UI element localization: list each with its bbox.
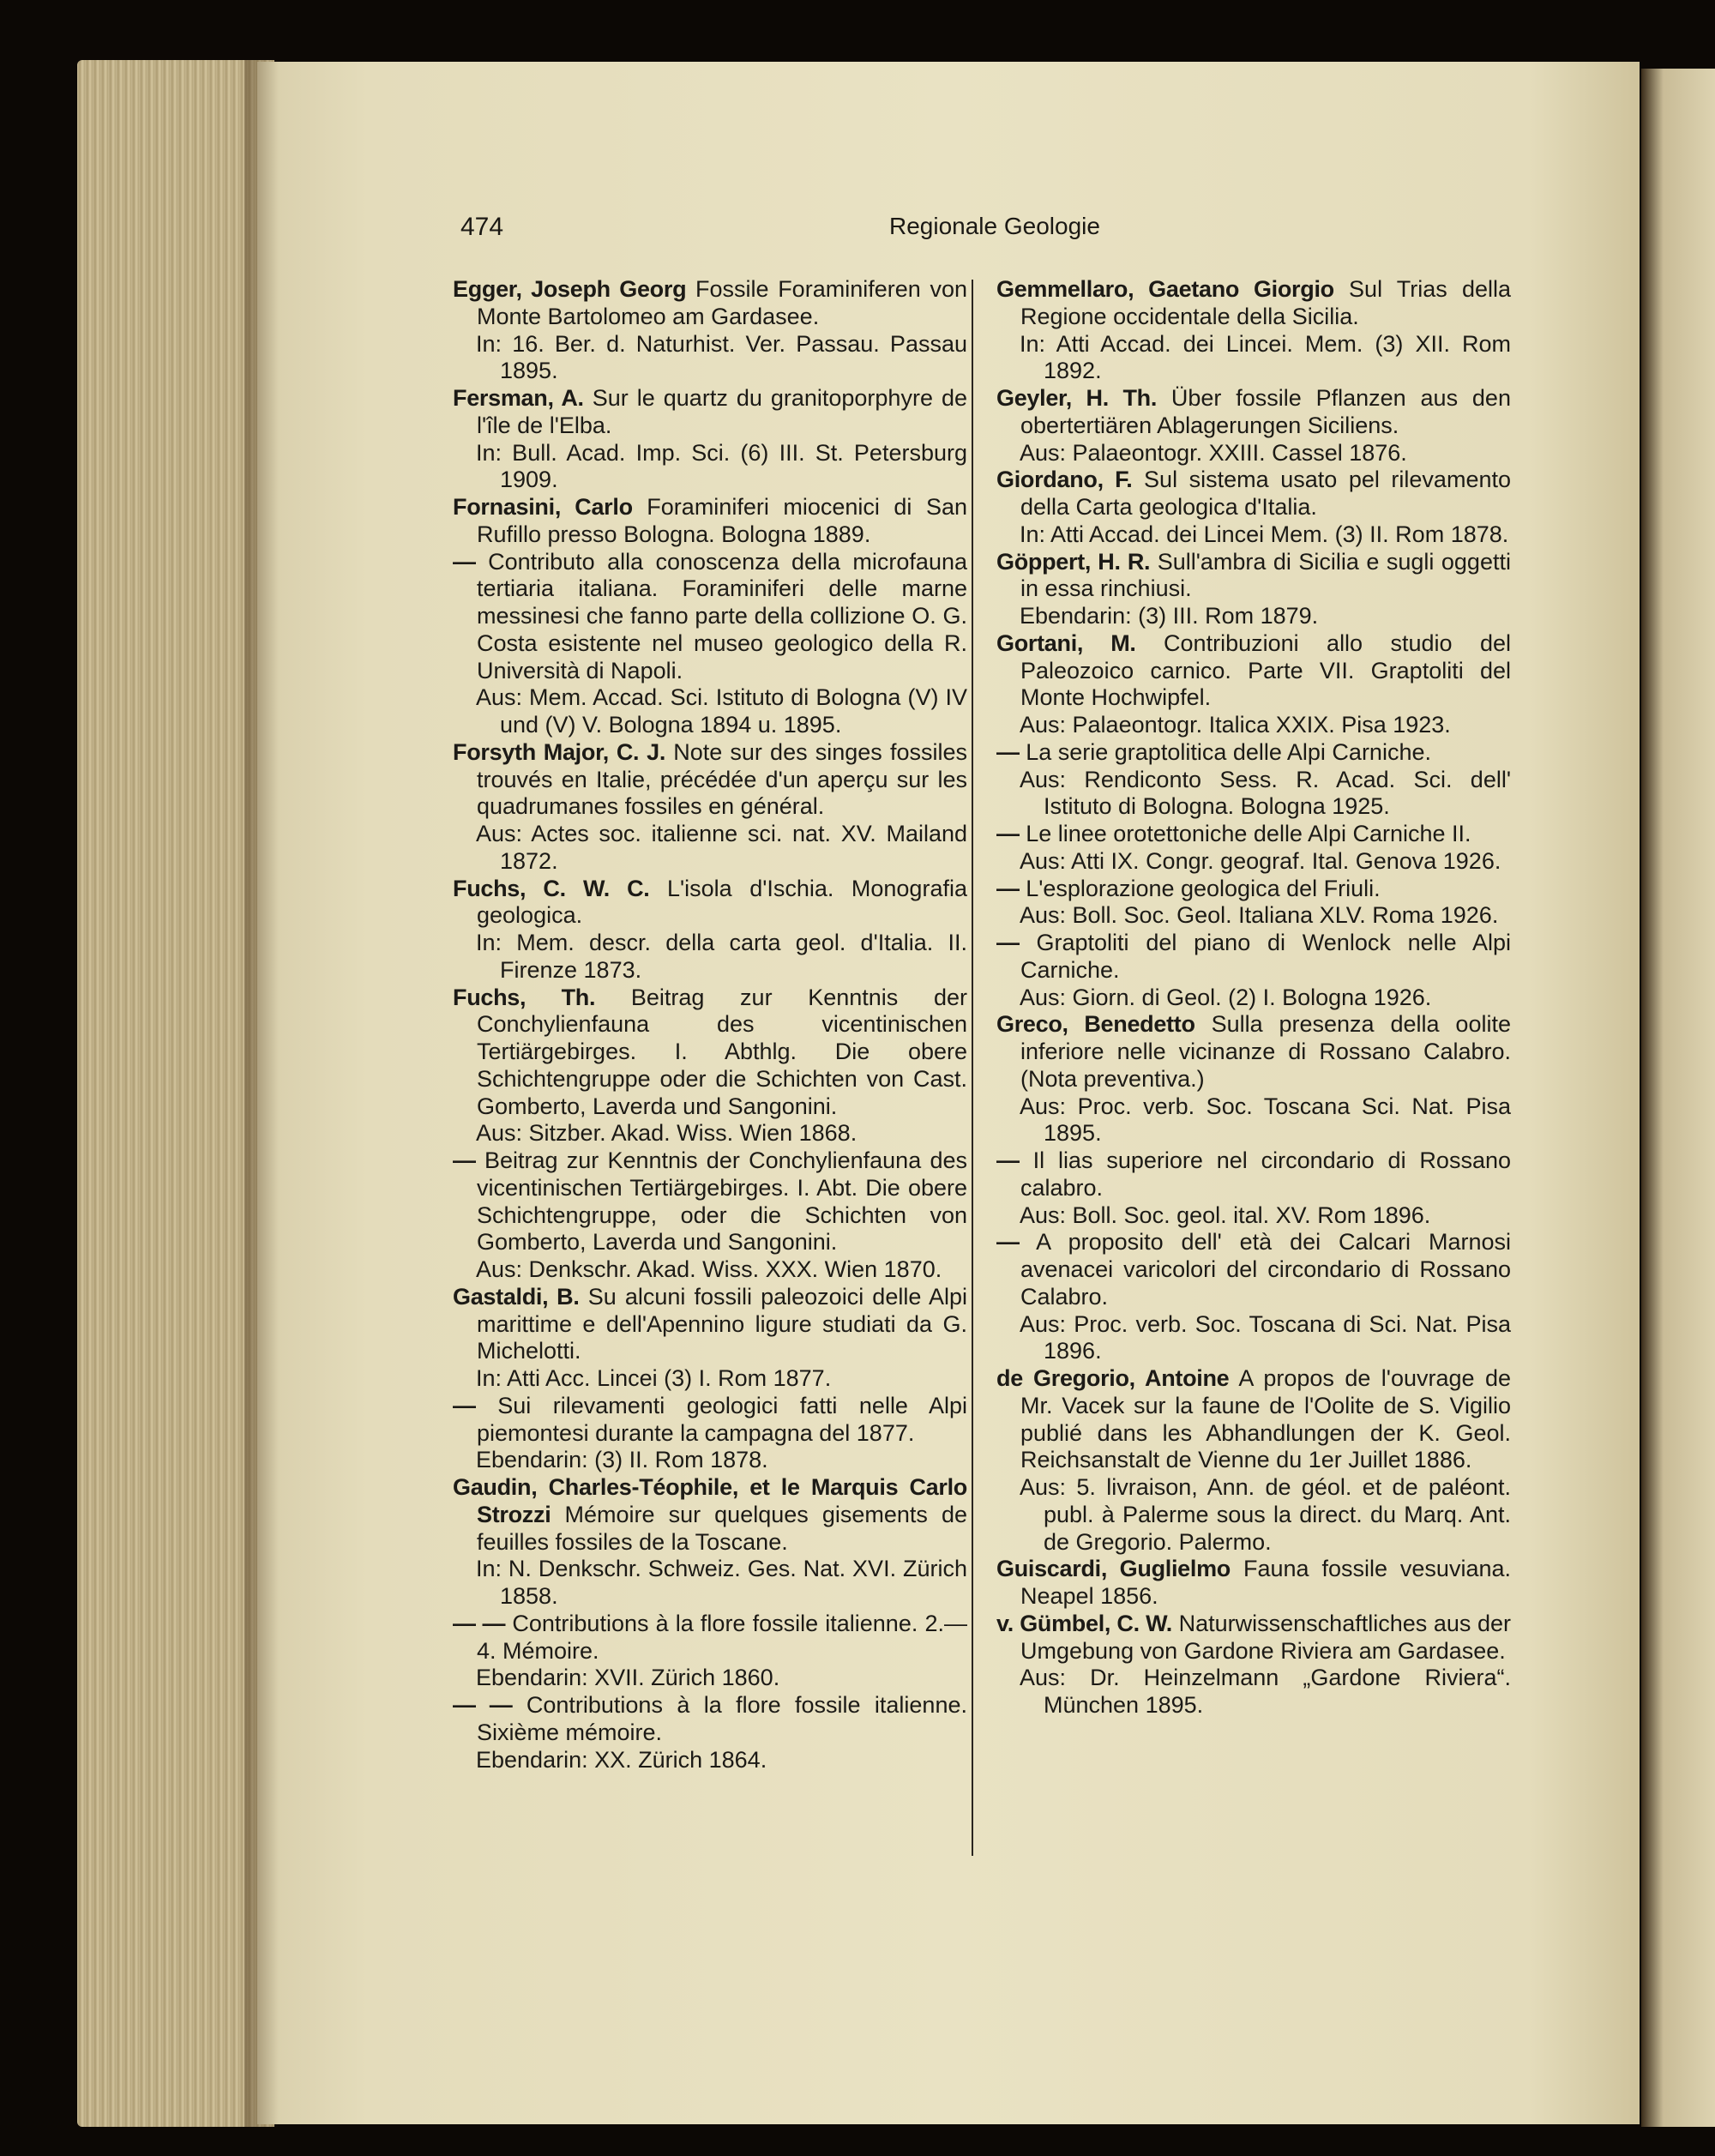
entry-title: Fossile Foraminiferen von Monte Bartolomeo am Gardasee.: [477, 276, 967, 329]
bibliography-entry: [453, 985, 967, 1148]
entry-author: —: [453, 1392, 476, 1418]
entry-author: Forsyth Major, C. J.: [453, 738, 666, 765]
entry-citation: [996, 385, 1511, 440]
entry-source: Ebendarin: XX. Zürich 1864.: [476, 1746, 767, 1773]
entry-author: Fuchs, Th.: [453, 984, 596, 1010]
entry-author: Guiscardi, Guglielmo: [996, 1556, 1231, 1582]
entry-source: Aus: Boll. Soc. Geol. Italiana XLV. Roma 1926.: [1020, 902, 1499, 929]
entry-author: Gortani, M.: [996, 629, 1136, 656]
page-number: 474: [460, 213, 504, 241]
entry-author: de Gregorio, Antoine: [996, 1365, 1230, 1391]
entry-title: Le linee orotettoniche delle Alpi Carniche II.: [1026, 821, 1471, 846]
entry-source: Aus: Boll. Soc. geol. ital. XV. Rom 1896.: [1020, 1201, 1431, 1228]
entry-citation: [996, 876, 1511, 903]
entry-title: Mémoire sur quelques gisements de feuilles fossiles de la Toscane.: [477, 1501, 967, 1555]
entry-citation: [996, 1011, 1511, 1093]
bibliography-entry: [996, 1611, 1511, 1719]
entry-citation: [453, 1611, 967, 1665]
entry-author: Fersman, A.: [453, 385, 584, 411]
entry-title: Contribuzioni allo studio del Paleozoico carnico. Parte VII. Graptoliti del Monte Hochwipfel.: [1020, 629, 1511, 711]
entry-title: Beitrag zur Kenntnis der Conchylienfauna des vicentinischen Tertiärgebirges. I. Abthlg. Die obere Schichtengruppe oder die Schichten von Cast. Gomberto, Laverda und Sangonini.: [477, 984, 967, 1119]
entry-author: Gastaldi, B.: [453, 1283, 580, 1310]
bibliography-entry: [453, 739, 967, 876]
bibliography-entry: [453, 1611, 967, 1692]
entry-citation: [453, 494, 967, 549]
entry-author: Greco, Benedetto: [996, 1011, 1195, 1038]
entry-title: Sur le quartz du granitoporphyre de l'île de l'Elba.: [477, 385, 967, 438]
entry-source: Aus: Rendiconto Sess. R. Acad. Sci. dell' Istituto di Bologna. Bologna 1925.: [1020, 766, 1511, 820]
entry-source: Aus: Palaeontogr. Italica XXIX. Pisa 1923.: [1020, 712, 1451, 738]
bibliography-entry: [453, 1692, 967, 1774]
entry-title: Foraminiferi miocenici di San Rufillo presso Bologna. Bologna 1889.: [477, 494, 967, 547]
entry-title: Contributions à la flore fossile italienne. Sixième mémoire.: [477, 1692, 967, 1745]
entry-citation: [996, 1147, 1511, 1202]
entry-citation: [996, 1611, 1511, 1665]
entry-title: Sull'ambra di Sicilia e sugli oggetti in essa rinchiusi.: [1020, 548, 1511, 602]
entry-citation: [453, 1474, 967, 1556]
entry-author: Fornasini, Carlo: [453, 494, 633, 520]
entry-citation: [453, 385, 967, 440]
entry-title: Beitrag zur Kenntnis der Conchylienfauna des vicentinischen Tertiärgebirges. I. Abt. Die obere Schichtengruppe, oder die Schichten von Gomberto, Laverda und Sangonini.: [477, 1147, 967, 1256]
bibliography-entry: [453, 1393, 967, 1474]
entry-title: Contributo alla conoscenza della microfauna tertiaria italiana. Foraminiferi delle marne messinesi che fanno parte della collizione O. G. Costa esistente nel museo geologico della R. Università di Napoli.: [477, 548, 967, 684]
entry-source: Ebendarin: (3) III. Rom 1879.: [1020, 603, 1319, 629]
entry-source: Aus: Sitzber. Akad. Wiss. Wien 1868.: [476, 1120, 858, 1147]
bibliography-entry: [996, 739, 1511, 821]
bibliography-entry: [996, 1556, 1511, 1611]
entry-source: Aus: Palaeontogr. XXIII. Cassel 1876.: [1020, 439, 1407, 466]
entry-source: In: Bull. Acad. Imp. Sci. (6) III. St. Petersburg 1909.: [476, 439, 967, 493]
entry-citation: [453, 1393, 967, 1448]
entry-citation: [996, 276, 1511, 331]
bibliography-entry: [996, 467, 1511, 548]
entry-author: Göppert, H. R.: [996, 548, 1151, 575]
entry-source: In: Atti Acc. Lincei (3) I. Rom 1877.: [476, 1365, 832, 1391]
entry-citation: [453, 549, 967, 685]
bibliography-entry: [996, 1229, 1511, 1365]
bibliography-entry: [453, 385, 967, 494]
entry-title: Note sur des singes fossiles trouvés en Italie, précédée d'un aperçu sur les quadrumanes fossiles en général.: [477, 738, 967, 820]
entry-title: Sul sistema usato pel rilevamento della Carta geologica d'Italia.: [1020, 467, 1511, 520]
entry-source: In: N. Denkschr. Schweiz. Ges. Nat. XVI. Zürich 1858.: [476, 1556, 967, 1609]
entry-title: A propos de l'ouvrage de Mr. Vacek sur la faune de l'Oolite de S. Vigilio publié dans les Abhandlungen der K. Geol. Reichsanstalt de Vienne du 1er Juillet 1886.: [1020, 1365, 1512, 1473]
bibliography-entry: [453, 1147, 967, 1284]
entry-author: Geyler, H. Th.: [996, 385, 1158, 411]
entry-title: La serie graptolitica delle Alpi Carniche.: [1026, 738, 1431, 765]
entry-source: In: 16. Ber. d. Naturhist. Ver. Passau. Passau 1895.: [476, 330, 967, 384]
bibliography-entry: [453, 549, 967, 739]
entry-title: Über fossile Pflanzen aus den obertertiären Ablagerungen Siciliens.: [1020, 385, 1511, 438]
entry-title: L'esplorazione geologica del Friuli.: [1026, 875, 1381, 901]
entry-author: —: [996, 821, 1020, 846]
entry-author: — —: [453, 1610, 506, 1636]
bibliography-entry: [996, 821, 1511, 876]
running-head: [460, 213, 1532, 247]
running-title: Regionale Geologie: [889, 213, 1100, 239]
entry-citation: [996, 1556, 1511, 1611]
bibliography-entry: [996, 630, 1511, 739]
entry-citation: [453, 1692, 967, 1747]
entry-citation: [453, 985, 967, 1121]
entry-citation: [996, 630, 1511, 712]
column-divider: [972, 280, 973, 1856]
bibliography-entry: [996, 276, 1511, 385]
entry-citation: [453, 876, 967, 930]
binding-gutter: [244, 60, 279, 2127]
entry-author: Gemmellaro, Gaetano Giorgio: [996, 276, 1334, 302]
entry-author: Fuchs, C. W. C.: [453, 875, 650, 901]
entry-author: —: [996, 930, 1020, 955]
bibliography-entry: [996, 1147, 1511, 1229]
entry-title: Contributions à la flore fossile italienne. 2.—4. Mémoire.: [477, 1610, 967, 1664]
entry-citation: [996, 467, 1511, 521]
bibliography-entry: [453, 876, 967, 985]
entry-source: Aus: Giorn. di Geol. (2) I. Bologna 1926.: [1020, 984, 1432, 1010]
entry-title: Sul Trias della Regione occidentale della Sicilia.: [1020, 276, 1511, 329]
entry-source: In: Mem. descr. della carta geol. d'Italia. II. Firenze 1873.: [476, 930, 967, 983]
entry-source: Aus: Mem. Accad. Sci. Istituto di Bologna (V) IV und (V) V. Bologna 1894 u. 1895.: [476, 684, 967, 738]
bibliography-entry: [453, 494, 967, 549]
entry-author: Gaudin, Charles-Téophile, et le Marquis Carlo Strozzi: [453, 1474, 967, 1527]
bibliography-entry: [996, 930, 1511, 1011]
entry-source: Aus: Proc. verb. Soc. Toscana di Sci. Nat. Pisa 1896.: [1020, 1310, 1511, 1364]
bibliography-entry: [996, 1365, 1511, 1556]
entry-author: —: [996, 1147, 1020, 1173]
entry-source: In: Atti Accad. dei Lincei Mem. (3) II. Rom 1878.: [1020, 521, 1509, 547]
entry-source: Ebendarin: XVII. Zürich 1860.: [476, 1665, 780, 1691]
entry-title: Sulla presenza della oolite inferiore nelle vicinanze di Rossano Calabro. (Nota preventiva.): [1020, 1011, 1511, 1092]
entry-title: Graptoliti del piano di Wenlock nelle Alpi Carniche.: [1020, 930, 1511, 983]
entry-citation: [996, 1229, 1511, 1310]
entry-author: —: [996, 738, 1020, 765]
entry-author: v. Gümbel, C. W.: [996, 1610, 1173, 1636]
entry-source: Aus: Denkschr. Akad. Wiss. XXX. Wien 1870.: [476, 1256, 942, 1282]
entry-source: In: Atti Accad. dei Lincei. Mem. (3) XII. Rom 1892.: [1020, 330, 1511, 384]
bibliography-entry: [453, 1284, 967, 1393]
entry-citation: [453, 1147, 967, 1256]
entry-source: Aus: Actes soc. italienne sci. nat. XV. Mailand 1872.: [476, 821, 967, 874]
entry-citation: [453, 739, 967, 821]
entry-citation: [996, 1365, 1511, 1474]
bibliography-entry: [996, 549, 1511, 630]
entry-title: Fauna fossile vesuviana. Neapel 1856.: [1020, 1556, 1511, 1609]
entry-author: —: [996, 875, 1020, 901]
entry-source: Aus: 5. livraison, Ann. de géol. et de paléont. publ. à Palerme sous la direct. du Marq. Ant. de Gregorio. Palermo.: [1020, 1474, 1511, 1555]
entry-author: — —: [453, 1692, 513, 1718]
entry-title: Naturwissenschaftliches aus der Umgebung von Gardone Riviera am Gardasee.: [1020, 1610, 1511, 1664]
entry-citation: [453, 1284, 967, 1365]
right-column: [996, 276, 1511, 1719]
entry-source: Ebendarin: (3) II. Rom 1878.: [476, 1447, 768, 1473]
entry-author: Egger, Joseph Georg: [453, 276, 687, 302]
bibliography-entry: [996, 385, 1511, 467]
entry-citation: [996, 821, 1511, 848]
entry-title: Sui rilevamenti geologici fatti nelle Alpi piemontesi durante la campagna del 1877.: [477, 1392, 967, 1446]
entry-author: —: [453, 1147, 476, 1173]
entry-source: Aus: Proc. verb. Soc. Toscana Sci. Nat. Pisa 1895.: [1020, 1093, 1511, 1147]
bibliography-entry: [453, 1474, 967, 1611]
entry-title: L'isola d'Ischia. Monografia geologica.: [477, 875, 967, 929]
entry-author: —: [996, 1229, 1020, 1256]
left-column: [453, 276, 967, 1774]
entry-source: Aus: Dr. Heinzelmann „Gardone Riviera“. München 1895.: [1020, 1665, 1511, 1718]
bibliography-entry: [996, 1011, 1511, 1147]
entry-citation: [996, 930, 1511, 985]
facing-page-edge: [1641, 69, 1715, 2127]
entry-source: Aus: Atti IX. Congr. geograf. Ital. Genova 1926.: [1020, 847, 1501, 874]
entry-title: Su alcuni fossili paleozoici delle Alpi marittime e dell'Apennino ligure studiati da G. Michelotti.: [477, 1283, 967, 1364]
entry-title: A proposito dell' età dei Calcari Marnosi avenacei varicolori del circondario di Rossano Calabro.: [1020, 1229, 1512, 1310]
entry-author: Giordano, F.: [996, 467, 1133, 493]
entry-citation: [453, 276, 967, 331]
entry-citation: [996, 739, 1511, 767]
entry-citation: [996, 549, 1511, 604]
bibliography-entry: [453, 276, 967, 385]
entry-author: —: [453, 548, 476, 575]
entry-title: Il lias superiore nel circondario di Rossano calabro.: [1020, 1147, 1511, 1201]
bibliography-entry: [996, 876, 1511, 930]
